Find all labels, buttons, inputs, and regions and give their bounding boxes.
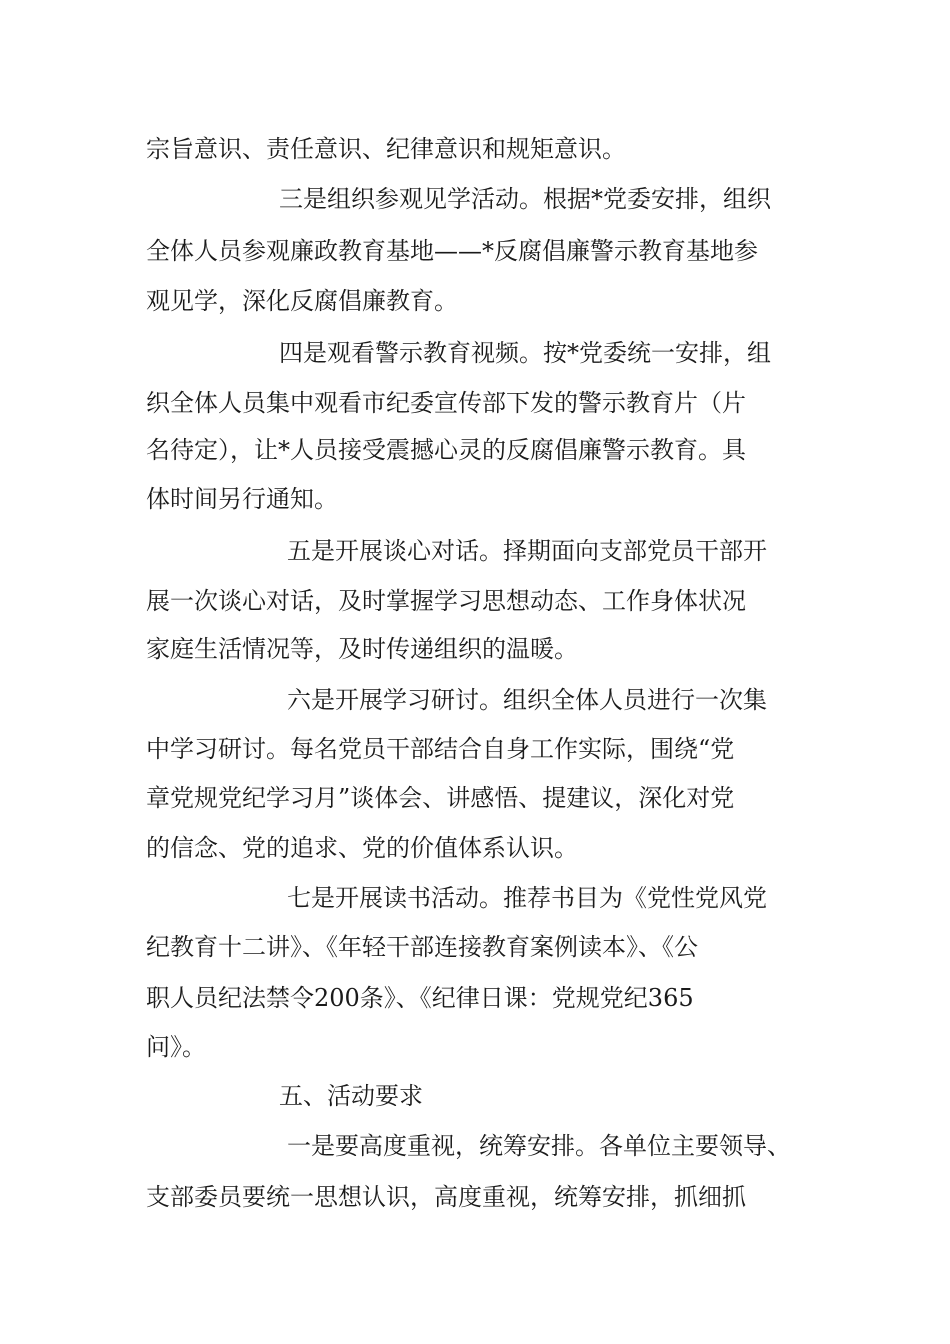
text-line: 织全体人员集中观看市纪委宣传部下发的警示教育片（片	[146, 389, 746, 417]
text-line: 展一次谈心对话，及时掌握学习思想动态、工作身体状况	[146, 587, 746, 615]
text-line: 观见学，深化反腐倡廉教育。	[146, 287, 458, 315]
section-heading: 五、活动要求	[279, 1082, 423, 1110]
text-line: 职人员纪法禁令200条》、《纪律日课：党规党纪365	[146, 984, 694, 1012]
paragraph-3-start: 三是组织参观见学活动。根据*党委安排，组织	[279, 185, 771, 213]
text-line: 纪教育十二讲》、《年轻干部连接教育案例读本》、《公	[146, 933, 698, 961]
paragraph-5-start: 五是开展谈心对话。择期面向支部党员干部开	[287, 537, 767, 565]
text-line: 名待定），让*人员接受震撼心灵的反腐倡廉警示教育。具	[146, 436, 746, 464]
text-line: 支部委员要统一思想认识，高度重视，统筹安排，抓细抓	[146, 1183, 746, 1211]
text-line: 全体人员参观廉政教育基地——*反腐倡廉警示教育基地参	[146, 237, 758, 265]
paragraph-7-start: 七是开展读书活动。推荐书目为《党性党风党	[287, 884, 767, 912]
text-line: 体时间另行通知。	[146, 485, 338, 513]
text-line: 中学习研讨。每名党员干部结合自身工作实际，围绕“党	[146, 735, 735, 763]
text-line: 宗旨意识、责任意识、纪律意识和规矩意识。	[146, 135, 626, 163]
text-line: 章党规党纪学习月”谈体会、讲感悟、提建议，深化对党	[146, 784, 735, 812]
text-line: 家庭生活情况等，及时传递组织的温暖。	[146, 635, 578, 663]
paragraph-4-start: 四是观看警示教育视频。按*党委统一安排，组	[279, 339, 771, 367]
paragraph-6-start: 六是开展学习研讨。组织全体人员进行一次集	[287, 686, 767, 714]
text-line: 问》。	[146, 1033, 206, 1061]
text-line: 的信念、党的追求、党的价值体系认识。	[146, 834, 578, 862]
requirement-1-start: 一是要高度重视，统筹安排。各单位主要领导、	[287, 1132, 791, 1160]
